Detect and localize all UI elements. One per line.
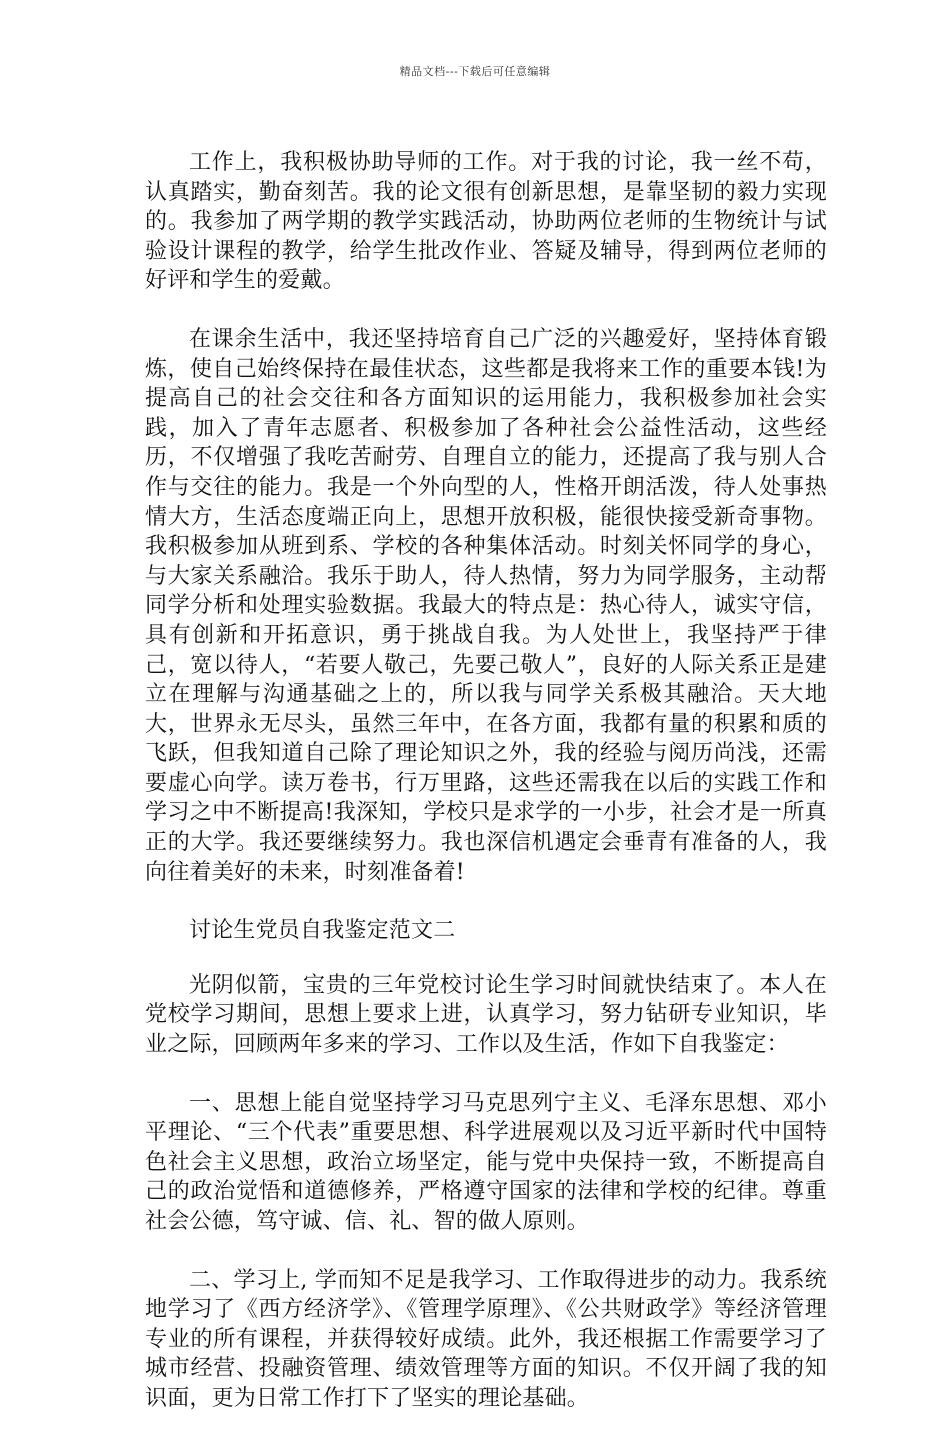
paragraph-intro: 光阴似箭，宝贵的三年党校讨论生学习时间就快结束了。本人在党校学习期间，思想上要求上进，认真学习，努力钻研专业知识，毕业之际，回顾两年多来的学习、工作以及生活，作如下自我鉴定： xyxy=(145,972,827,1058)
paragraph-study: 二、学习上, 学而知不足是我学习、工作取得进步的动力。我系统地学习了《西方经济学》、《管理学原理》、《公共财政学》等经济管理专业的所有课程，并获得较好成绩。此外，我还根据工作需要学习了城市经营、投融资管理、绩效管理等方面的知识。不仅开阔了我的知识面，更为日常工作打下了坚实的理论基础。 xyxy=(145,1267,827,1411)
paragraph-work: 工作上，我积极协助导师的工作。对于我的讨论，我一丝不苟，认真踏实，勤奋刻苦。我的论文很有创新思想，是靠坚韧的毅力实现的。我参加了两学期的教学实践活动，协助两位老师的生物统计与试验设计课程的教学，给学生批改作业、答疑及辅导，得到两位老师的好评和学生的爱戴。 xyxy=(145,150,827,294)
paragraph-ideology: 一、思想上能自觉坚持学习马克思列宁主义、毛泽东思想、邓小平理论、“三个代表”重要思想、科学进展观以及习近平新时代中国特色社会主义思想，政治立场坚定，能与党中央保持一致，不断提高自己的政治觉悟和道德修养，严格遵守国家的法律和学校的纪律。尊重社会公德，笃守诚、信、礼、智的做人原则。 xyxy=(145,1090,827,1234)
page-header: 精品文档---下载后可任意编辑 xyxy=(399,65,551,78)
paragraph-extracurricular: 在课余生活中，我还坚持培育自己广泛的兴趣爱好，坚持体育锻炼，使自己始终保持在最佳状态，这些都是我将来工作的重要本钱!为提高自己的社会交往和各方面知识的运用能力，我积极参加社会实践，加入了青年志愿者、积极参加了各种社会公益性活动，这些经历，不仅增强了我吃苦耐劳、自理自立的能力，还提高了我与别人合作与交往的能力。我是一个外向型的人，性格开朗活泼，待人处事热情大方，生活态度端正向上，思想开放积极，能很快接受新奇事物。我积极参加从班到系、学校的各种集体活动。时刻关怀同学的身心，与大家关系融洽。我乐于助人，待人热情，努力为同学服务，主动帮同学分析和处理实验数据。我最大的特点是：热心待人，诚实守信，具有创新和开拓意识，勇于挑战自我。为人处世上，我坚持严于律己，宽以待人，“若要人敬己，先要己敬人”，良好的人际关系正是建立在理解与沟通基础之上的，所以我与同学关系极其融洽。天大地大，世界永无尽头，虽然三年中，在各方面，我都有量的积累和质的飞跃，但我知道自己除了理论知识之外，我的经验与阅历尚浅，还需要虚心向学。读万卷书，行万里路，这些还需我在以后的实践工作和学习之中不断提高!我深知，学校只是求学的一小步，社会才是一所真正的大学。我还要继续努力。我也深信机遇定会垂青有准备的人，我向往着美好的未来，时刻准备着! xyxy=(145,326,827,885)
section-title: 讨论生党员自我鉴定范文二 xyxy=(189,918,456,944)
document-body xyxy=(145,148,827,1443)
